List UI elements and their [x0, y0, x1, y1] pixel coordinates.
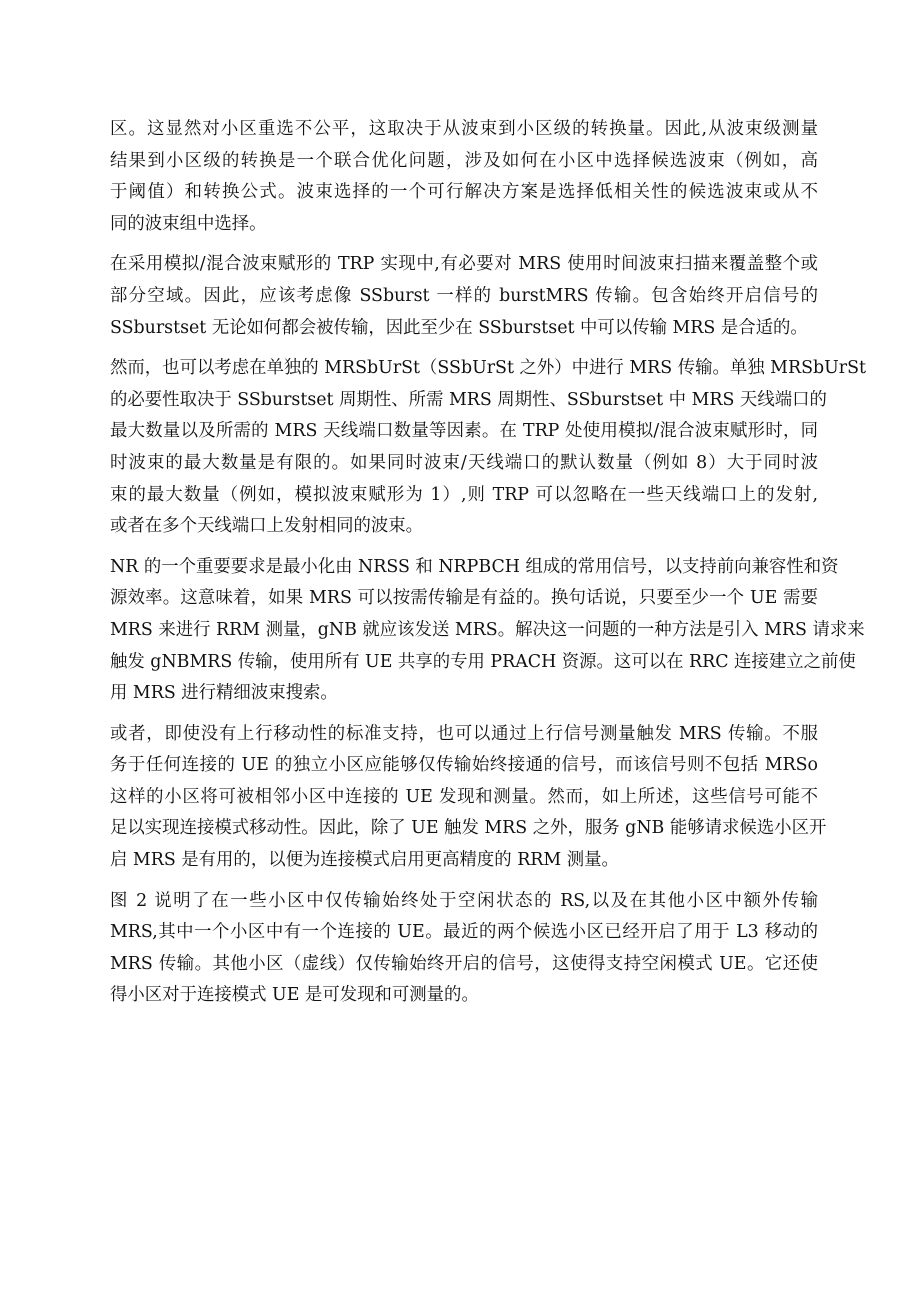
text-line: 或者在多个天线端口上发射相同的波束。 — [110, 516, 424, 537]
text-line: 启 MRS 是有用的，以便为连接模式启用更高精度的 RRM 测量。 — [110, 850, 619, 871]
text-line: 得小区对于连接模式 UE 是可发现和可测量的。 — [110, 985, 479, 1006]
text-line: 的必要性取决于 SSburstset 周期性、所需 MRS 周期性、SSburstset 中 MRS 天线端口的 — [110, 389, 827, 410]
text-line: 时波束的最大数量是有限的。如果同时波束/天线端口的默认数量（例如 8）大于同时波 — [110, 452, 818, 473]
paragraph-uplink-triggered-mrs — [110, 719, 827, 877]
text-line: 足以实现连接模式移动性。因此，除了 UE 触发 MRS 之外，服务 gNB 能够请求候选小区开 — [110, 818, 827, 839]
paragraph-separate-mrs-burst — [110, 353, 866, 543]
text-line: 用 MRS 进行精细波束搜索。 — [110, 683, 338, 704]
text-line: 然而，也可以考虑在单独的 MRSbUrSt（SSbUrSt 之外）中进行 MRS 传输。单独 MRSbUrSt — [110, 358, 866, 379]
paragraph-figure-2-description — [110, 886, 818, 1012]
paragraph-burst-mrs — [110, 249, 818, 344]
paragraph-beam-selection — [110, 114, 818, 240]
text-line: 部分空域。因此，应该考虑像 SSburst 一样的 burstMRS 传输。包含始终开启信号的 — [110, 285, 818, 306]
text-line: 或者，即使没有上行移动性的标准支持，也可以通过上行信号测量触发 MRS 传输。不服 — [110, 723, 818, 744]
text-line: 这样的小区将可被相邻小区中连接的 UE 发现和测量。然而，如上所述，这些信号可能不 — [110, 786, 818, 807]
text-line: 源效率。这意味着，如果 MRS 可以按需传输是有益的。换句话说，只要至少一个 UE 需要 — [110, 588, 818, 609]
text-line: MRS 传输。其他小区（虚线）仅传输始终开启的信号，这使得支持空闲模式 UE。它还使 — [110, 953, 818, 974]
text-line: 于阈值）和转换公式。波束选择的一个可行解决方案是选择低相关性的候选波束或从不 — [110, 182, 818, 203]
text-line: SSburstset 无论如何都会被传输，因此至少在 SSburstset 中可以传输 MRS 是合适的。 — [110, 317, 808, 338]
text-line: 同的波束组中选择。 — [110, 213, 267, 234]
text-line: 区。这显然对小区重选不公平，这取决于从波束到小区级的转换量。因此,从波束级测量 — [110, 119, 818, 139]
text-line: 触发 gNBMRS 传输，使用所有 UE 共享的专用 PRACH 资源。这可以在 RRC 连接建立之前使 — [110, 651, 856, 672]
text-line: 务于任何连接的 UE 的独立小区应能够仅传输始终接通的信号，而该信号则不包括 MRSo — [110, 755, 818, 776]
document-body — [110, 114, 866, 1021]
text-line: 最大数量以及所需的 MRS 天线端口数量等因素。在 TRP 处使用模拟/混合波束赋形时，同 — [110, 421, 818, 442]
paragraph-on-demand-mrs — [110, 552, 865, 710]
text-line: MRS,其中一个小区中有一个连接的 UE。最近的两个候选小区已经开启了用于 L3 移动的 — [110, 922, 818, 943]
text-line: MRS 来进行 RRM 测量，gNB 就应该发送 MRS。解决这一问题的一种方法是引入 MRS 请求来 — [110, 619, 865, 640]
text-line: 图 2 说明了在一些小区中仅传输始终处于空闲状态的 RS,以及在其他小区中额外传输 — [110, 890, 818, 911]
text-line: NR 的一个重要要求是最小化由 NRSS 和 NRPBCH 组成的常用信号，以支持前向兼容性和资 — [110, 556, 839, 577]
text-line: 结果到小区级的转换是一个联合优化问题，涉及如何在小区中选择候选波束（例如，高 — [110, 150, 818, 171]
text-line: 束的最大数量（例如，模拟波束赋形为 1）,则 TRP 可以忽略在一些天线端口上的发射, — [110, 484, 818, 505]
text-line: 在采用模拟/混合波束赋形的 TRP 实现中,有必要对 MRS 使用时间波束扫描来覆盖整个或 — [110, 254, 818, 275]
